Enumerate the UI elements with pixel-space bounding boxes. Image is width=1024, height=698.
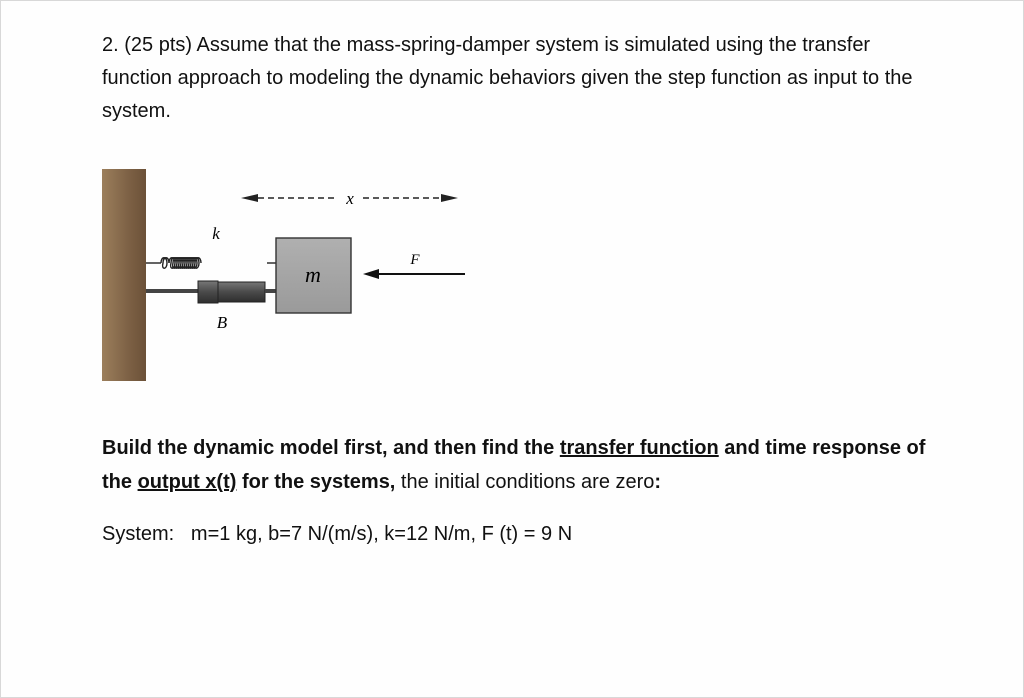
damper [146, 281, 277, 303]
problem-statement: 2. (25 pts) Assume that the mass-spring-damper system is simulated using the transfer function approach to modeling the dynamic behaviors given the step function as input to the system. [102, 34, 913, 122]
transfer-function-term: transfer function [559, 437, 719, 459]
task-text-3: for the systems, [236, 471, 396, 493]
system-parameters [102, 517, 942, 551]
task-text-4: the initial conditions are zero [395, 471, 655, 493]
damper-label: B [216, 313, 228, 332]
system-values: m=1 kg, b=7 N/(m/s), k=12 N/m, F (t) = 9 N [190, 523, 573, 545]
wall [102, 169, 146, 381]
mass-spring-damper-figure [101, 166, 471, 386]
spring-label: k [212, 224, 220, 243]
system-label: System: [102, 523, 175, 545]
mass-label: m [305, 262, 321, 287]
task-text-2: and time response of the [102, 437, 926, 493]
force-arrow [363, 269, 465, 279]
task-text-1: Build the dynamic model first, and then find the [102, 437, 560, 459]
displacement-label: x [346, 189, 354, 208]
task-colon: : [654, 471, 662, 493]
output-term: output x(t) [137, 471, 237, 493]
task-instructions [102, 431, 942, 499]
spring [146, 258, 276, 269]
force-label: F [410, 252, 420, 268]
